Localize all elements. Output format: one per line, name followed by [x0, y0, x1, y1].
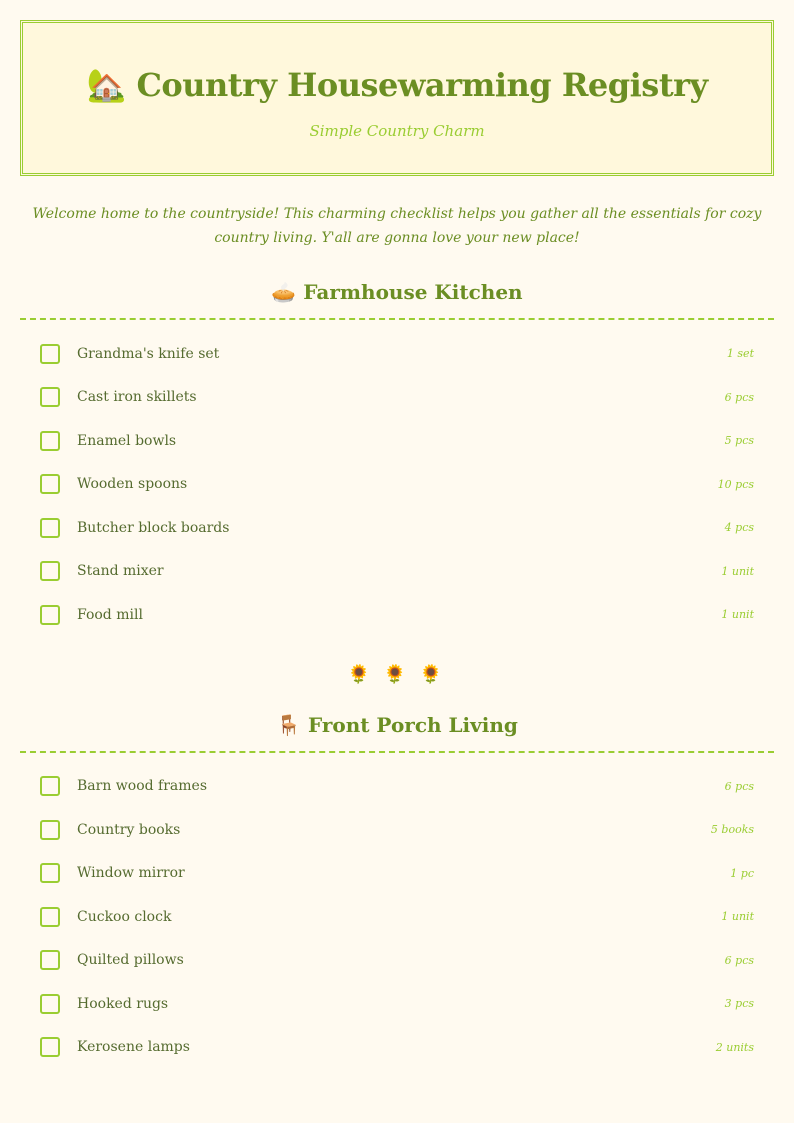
list-item[interactable] [40, 1026, 754, 1070]
list-item[interactable] [40, 939, 754, 983]
checkbox[interactable] [40, 387, 60, 407]
item-quantity: 6 pcs [724, 390, 754, 404]
list-item[interactable] [40, 550, 754, 594]
list-item[interactable] [40, 895, 754, 939]
title-text: Country Housewarming Registry [136, 66, 708, 104]
item-label: Barn wood frames [77, 778, 208, 795]
section-title [20, 280, 774, 304]
house-icon: 🏡 [86, 66, 126, 104]
section-1 [20, 713, 774, 1070]
list-item[interactable] [40, 419, 754, 463]
list-item[interactable] [40, 982, 754, 1026]
checkbox[interactable] [40, 820, 60, 840]
sunflower-divider: 🌻 🌻 🌻 [347, 663, 447, 685]
list-item[interactable] [40, 506, 754, 550]
item-label: Butcher block boards [77, 519, 230, 536]
item-quantity: 6 pcs [724, 953, 754, 967]
item-quantity: 5 books [710, 823, 754, 837]
item-label: Hooked rugs [77, 995, 169, 1012]
item-quantity: 10 pcs [717, 477, 754, 491]
list-item[interactable] [40, 593, 754, 637]
section-title-text: Front Porch Living [307, 712, 518, 737]
item-list [20, 332, 774, 637]
subtitle: Simple Country Charm [309, 122, 485, 140]
item-label: Grandma's knife set [77, 345, 220, 362]
section-icon: 🥧 [271, 280, 297, 304]
intro-text: Welcome home to the countryside! This charming checklist helps you gather all the essentials for cozy country living. Y'all are gonna love your new place! [32, 206, 762, 246]
item-label: Cuckoo clock [77, 908, 172, 925]
item-label: Country books [77, 821, 181, 838]
item-label: Enamel bowls [77, 432, 177, 449]
item-quantity: 1 unit [721, 910, 754, 924]
section-title-text: Farmhouse Kitchen [303, 280, 523, 304]
item-quantity: 6 pcs [724, 779, 754, 793]
checkbox[interactable] [40, 474, 60, 494]
item-label: Cast iron skillets [77, 389, 197, 406]
item-quantity: 4 pcs [724, 521, 754, 535]
checkbox[interactable] [40, 605, 60, 625]
item-quantity: 3 pcs [724, 997, 754, 1011]
section-divider [20, 751, 774, 753]
checkbox[interactable] [40, 561, 60, 581]
item-label: Food mill [77, 606, 143, 623]
registry-header [20, 20, 774, 176]
checkbox[interactable] [40, 344, 60, 364]
section-title [20, 713, 774, 737]
checkbox[interactable] [40, 431, 60, 451]
section-0 [20, 280, 774, 637]
item-quantity: 5 pcs [724, 434, 754, 448]
list-item[interactable] [40, 463, 754, 507]
checkbox[interactable] [40, 950, 60, 970]
list-item[interactable] [40, 376, 754, 420]
item-quantity: 1 set [726, 347, 754, 361]
section-divider [20, 318, 774, 320]
list-item[interactable] [40, 332, 754, 376]
checkbox[interactable] [40, 518, 60, 538]
item-label: Wooden spoons [77, 476, 188, 493]
item-label: Window mirror [77, 865, 185, 882]
page-title [23, 23, 771, 104]
section-icon: 🪑 [276, 712, 301, 737]
checkbox[interactable] [40, 863, 60, 883]
item-quantity: 1 unit [721, 564, 754, 578]
checkbox[interactable] [40, 907, 60, 927]
item-label: Stand mixer [77, 563, 164, 580]
checkbox[interactable] [40, 1037, 60, 1057]
item-quantity: 1 pc [730, 866, 754, 880]
list-item[interactable] [40, 765, 754, 809]
item-list [20, 765, 774, 1070]
item-label: Kerosene lamps [77, 1039, 190, 1056]
checkbox[interactable] [40, 994, 60, 1014]
list-item[interactable] [40, 808, 754, 852]
item-label: Quilted pillows [77, 952, 184, 969]
list-item[interactable] [40, 852, 754, 896]
item-quantity: 1 unit [721, 608, 754, 622]
checkbox[interactable] [40, 776, 60, 796]
item-quantity: 2 units [715, 1040, 754, 1054]
